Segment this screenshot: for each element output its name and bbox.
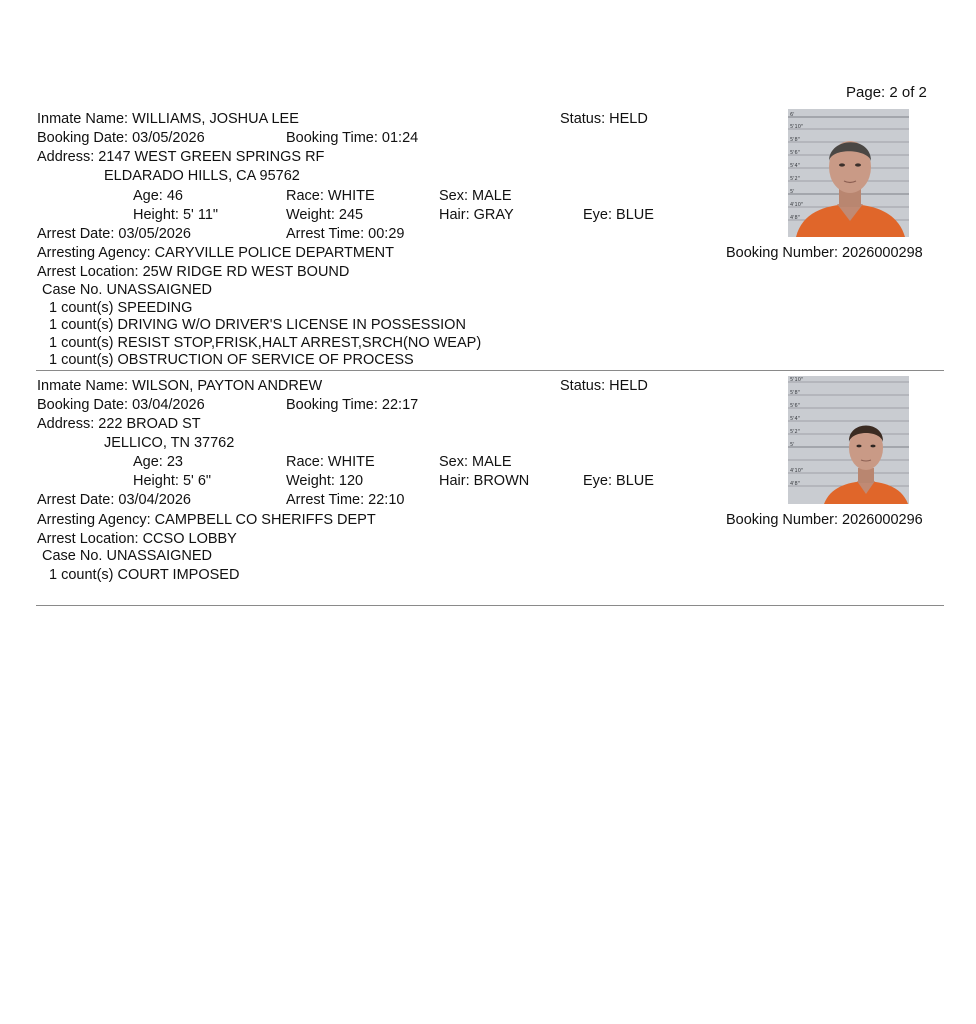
- height-label: 5'10": [790, 124, 804, 130]
- height-label: 5'4": [790, 416, 801, 422]
- hair: Hair: GRAY: [439, 207, 514, 223]
- charge-item: 1 count(s) OBSTRUCTION OF SERVICE OF PROCESS: [49, 352, 414, 368]
- address-line-1: Address: 2147 WEST GREEN SPRINGS RF: [37, 149, 325, 165]
- mugshot-photo: [788, 376, 909, 504]
- charge-item: 1 count(s) COURT IMPOSED: [49, 567, 240, 583]
- age: Age: 23: [133, 454, 183, 470]
- inmate-name: Inmate Name: WILSON, PAYTON ANDREW: [37, 378, 323, 394]
- booking-time: Booking Time: 01:24: [286, 130, 419, 146]
- arrest-time: Arrest Time: 22:10: [286, 492, 405, 508]
- height-label: 5'6": [790, 150, 801, 156]
- weight: Weight: 245: [286, 207, 364, 223]
- race: Race: WHITE: [286, 454, 375, 470]
- height-label: 5'8": [790, 390, 801, 396]
- height-label: 5': [790, 189, 795, 195]
- booking-number: Booking Number: 2026000298: [726, 245, 923, 261]
- height: Height: 5' 6": [133, 473, 212, 489]
- sex: Sex: MALE: [439, 188, 512, 204]
- record-separator: [36, 605, 944, 606]
- address-line-1: Address: 222 BROAD ST: [37, 416, 201, 432]
- arrest-location: Arrest Location: 25W RIDGE RD WEST BOUND: [37, 264, 350, 280]
- height-label: 4'8": [790, 481, 801, 487]
- arresting-agency: Arresting Agency: CARYVILLE POLICE DEPARTMENT: [37, 245, 394, 261]
- arresting-agency: Arresting Agency: CAMPBELL CO SHERIFFS DEPT: [37, 512, 376, 528]
- race: Race: WHITE: [286, 188, 375, 204]
- sex: Sex: MALE: [439, 454, 512, 470]
- status: Status: HELD: [560, 111, 648, 127]
- arrest-location: Arrest Location: CCSO LOBBY: [37, 531, 237, 547]
- height-label: 5': [790, 442, 795, 448]
- height-label: 5'8": [790, 137, 801, 143]
- inmate-name: Inmate Name: WILLIAMS, JOSHUA LEE: [37, 111, 299, 127]
- height-label: 5'4": [790, 163, 801, 169]
- arrest-date: Arrest Date: 03/05/2026: [37, 226, 191, 242]
- arrest-date: Arrest Date: 03/04/2026: [37, 492, 191, 508]
- mugshot-photo: [788, 109, 909, 237]
- height: Height: 5' 11": [133, 207, 219, 223]
- age: Age: 46: [133, 188, 183, 204]
- booking-date: Booking Date: 03/04/2026: [37, 397, 205, 413]
- height-label: 4'8": [790, 215, 801, 221]
- height-label: 6': [790, 112, 795, 118]
- height-label: 5'6": [790, 403, 801, 409]
- hair: Hair: BROWN: [439, 473, 530, 489]
- case-number: Case No. UNASSAIGNED: [42, 548, 213, 564]
- charge-item: 1 count(s) DRIVING W/O DRIVER'S LICENSE IN POSSESSION: [49, 317, 466, 333]
- page-number: Page: 2 of 2: [846, 84, 927, 101]
- height-label: 4'10": [790, 468, 804, 474]
- booking-time: Booking Time: 22:17: [286, 397, 419, 413]
- height-label: 5'10": [790, 377, 804, 383]
- weight: Weight: 120: [286, 473, 364, 489]
- eye: Eye: BLUE: [583, 473, 654, 489]
- height-label: 5'2": [790, 429, 801, 435]
- booking-date: Booking Date: 03/05/2026: [37, 130, 205, 146]
- address-line-2: ELDARADO HILLS, CA 95762: [104, 168, 300, 184]
- height-label: 4'10": [790, 202, 804, 208]
- address-line-2: JELLICO, TN 37762: [104, 435, 235, 451]
- charge-item: 1 count(s) SPEEDING: [49, 300, 193, 316]
- height-label: 5'2": [790, 176, 801, 182]
- arrest-time: Arrest Time: 00:29: [286, 226, 405, 242]
- charge-item: 1 count(s) RESIST STOP,FRISK,HALT ARREST,SRCH(NO WEAP): [49, 335, 482, 351]
- record-separator: [36, 370, 944, 371]
- booking-number: Booking Number: 2026000296: [726, 512, 923, 528]
- eye: Eye: BLUE: [583, 207, 654, 223]
- status: Status: HELD: [560, 378, 648, 394]
- case-number: Case No. UNASSAIGNED: [42, 282, 213, 298]
